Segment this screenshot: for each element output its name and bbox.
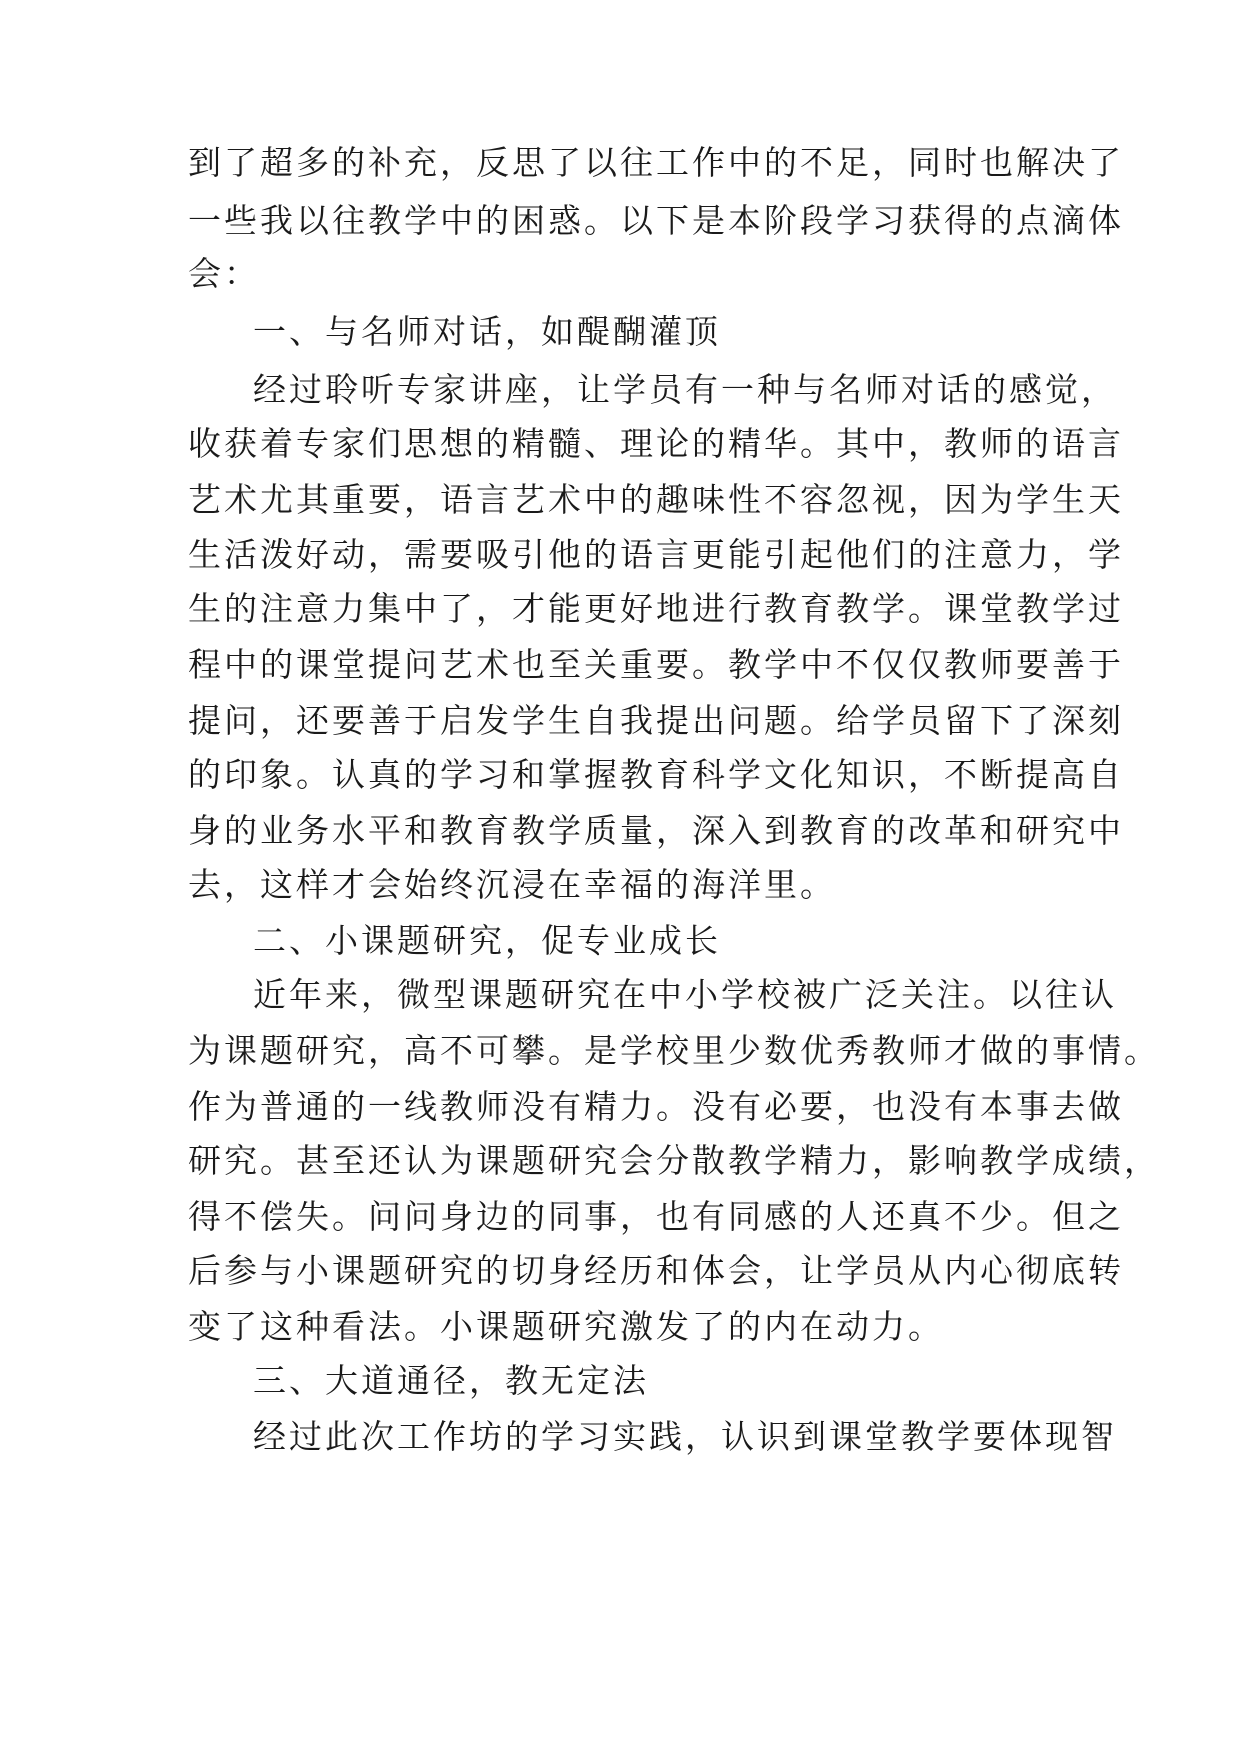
section-1-line-3: 艺术尤其重要，语言艺术中的趣味性不容忽视，因为学生天	[188, 480, 1124, 519]
section-2-line-1: 近年来，微型课题研究在中小学校被广泛关注。以往认	[253, 975, 1117, 1014]
intro-line-2: 一些我以往教学中的困惑。以下是本阶段学习获得的点滴体	[188, 201, 1124, 240]
section-2-line-7: 变了这种看法。小课题研究激发了的内在动力。	[188, 1307, 944, 1346]
section-3-line-1: 经过此次工作坊的学习实践，认识到课堂教学要体现智	[253, 1417, 1117, 1456]
section-1-line-6: 程中的课堂提问艺术也至关重要。教学中不仅仅教师要善于	[188, 645, 1124, 684]
intro-line-3: 会：	[188, 254, 260, 293]
section-2-line-5: 得不偿失。问问身边的同事，也有同感的人还真不少。但之	[188, 1197, 1124, 1236]
section-1-line-8: 的印象。认真的学习和掌握教育科学文化知识，不断提高自	[188, 755, 1124, 794]
section-1-heading: 一、与名师对话，如醍醐灌顶	[253, 312, 721, 351]
section-1-line-2: 收获着专家们思想的精髓、理论的精华。其中，教师的语言	[188, 424, 1124, 463]
section-2-line-2: 为课题研究，高不可攀。是学校里少数优秀教师才做的事情。	[188, 1031, 1160, 1070]
section-1-line-9: 身的业务水平和教育教学质量，深入到教育的改革和研究中	[188, 811, 1124, 850]
section-3-heading: 三、大道通径，教无定法	[253, 1361, 649, 1400]
section-1-line-1: 经过聆听专家讲座，让学员有一种与名师对话的感觉，	[253, 370, 1117, 409]
section-1-line-5: 生的注意力集中了，才能更好地进行教育教学。课堂教学过	[188, 589, 1124, 628]
section-2-line-4: 研究。甚至还认为课题研究会分散教学精力，影响教学成绩，	[188, 1141, 1160, 1180]
section-2-line-6: 后参与小课题研究的切身经历和体会，让学员从内心彻底转	[188, 1251, 1124, 1290]
section-2-line-3: 作为普通的一线教师没有精力。没有必要，也没有本事去做	[188, 1087, 1124, 1126]
section-2-heading: 二、小课题研究，促专业成长	[253, 921, 721, 960]
section-1-line-10: 去，这样才会始终沉浸在幸福的海洋里。	[188, 865, 836, 904]
section-1-line-4: 生活泼好动，需要吸引他的语言更能引起他们的注意力，学	[188, 535, 1124, 574]
intro-line-1: 到了超多的补充，反思了以往工作中的不足，同时也解决了	[188, 143, 1124, 182]
section-1-line-7: 提问，还要善于启发学生自我提出问题。给学员留下了深刻	[188, 701, 1124, 740]
